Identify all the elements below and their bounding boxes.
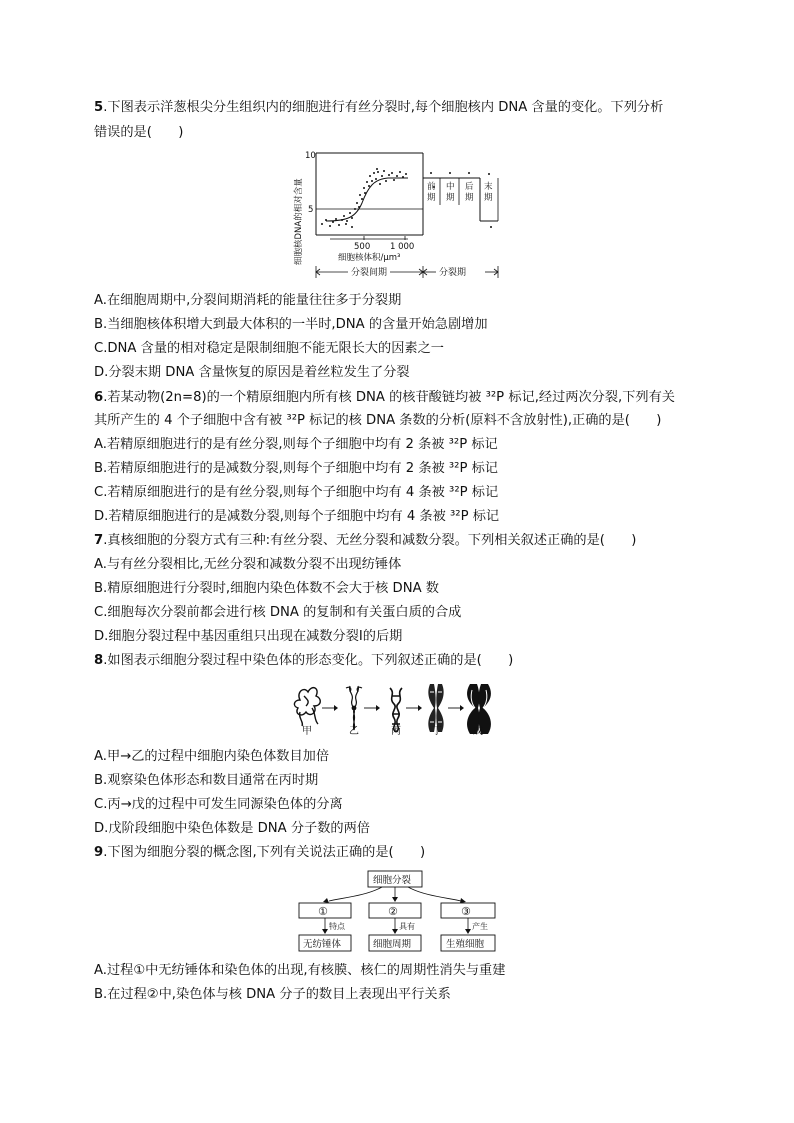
q5-division-label: 分裂期 [439,268,467,278]
chromatin-jia-shape [294,688,320,726]
q6-option-b: B.若精原细胞进行的是减数分裂,则每个子细胞中均有 2 条被 ³²P 标记 [94,461,498,476]
q5-y-axis-label: 细胞核DNA的相对含量 [294,178,304,265]
q9-root-node: 细胞分裂 [373,875,412,886]
q5-y-tick-10: 10 [305,151,316,161]
q5-option-c: C.DNA 含量的相对稳定是限制细胞不能无限长大的因素之一 [94,341,444,356]
q6-number: 6 [94,390,104,405]
q6-stem-line1 [94,389,675,407]
q8-option-d: D.戊阶段细胞中染色体数是 DNA 分子数的两倍 [94,821,370,836]
q7-stem-line1 [94,532,636,550]
q8-option-a: A.甲→乙的过程中细胞内染色体数目加倍 [94,749,330,764]
q5-x-tick-1000: 1 000 [390,242,415,252]
q8-option-b: B.观察染色体形态和数目通常在丙时期 [94,773,319,788]
q9-option-b: B.在过程②中,染色体与核 DNA 分子的数目上表现出平行关系 [94,987,451,1002]
q5-stem-line2: 错误的是( ) [94,125,184,140]
q8-label-wu: 戊 [473,726,483,737]
q7-option-c: C.细胞每次分裂前都会进行核 DNA 的复制和有关蛋白质的合成 [94,605,462,620]
q5-stem-text: .下图表示洋葱根尖分生组织内的细胞进行有丝分裂时,每个细胞核内 DNA 含量的变化。下列分析 [103,100,664,115]
q5-x-axis-label: 细胞核体积/μm³ [338,253,401,263]
q5-dna-graph [286,143,508,283]
q5-x-tick-500: 500 [354,242,371,252]
q9-concept-map [296,868,498,954]
q8-stem-line1 [94,652,513,670]
q9-stem-line1 [94,844,425,862]
q6-option-c: C.若精原细胞进行的是有丝分裂,则每个子细胞中均有 4 条被 ³²P 标记 [94,485,499,500]
q5-interphase-label: 分裂间期 [351,268,388,278]
q8-figure-labels [292,722,492,738]
q6-option-a: A.若精原细胞进行的是有丝分裂,则每个子细胞中均有 2 条被 ³²P 标记 [94,437,498,452]
q8-option-c: C.丙→戊的过程中可发生同源染色体的分离 [94,797,343,812]
q5-number: 5 [94,100,104,115]
q5-y-tick-5: 5 [308,205,314,215]
q7-option-b: B.精原细胞进行分裂时,细胞内染色体数不会大于核 DNA 数 [94,581,439,596]
q9-node-2: ② [388,905,398,918]
q9-stem-text: .下图为细胞分裂的概念图,下列有关说法正确的是( ) [103,845,426,860]
q9-option-a: A.过程①中无纺锤体和染色体的出现,有核膜、核仁的周期性消失与重建 [94,963,506,978]
q9-number: 9 [94,845,104,860]
q5-stem-line1 [94,99,663,117]
q8-label-jia: 甲 [302,726,312,737]
q5-phase-anaphase: 后期 [465,182,474,203]
q8-stem-text: .如图表示细胞分裂过程中染色体的形态变化。下列叙述正确的是( ) [103,653,514,668]
q9-edge-1: 特点 [329,922,345,931]
q8-label-ding: 丁 [432,726,442,737]
q9-edge-3: 产生 [472,922,488,931]
q7-stem-text: .真核细胞的分裂方式有三种:有丝分裂、无丝分裂和减数分裂。下列相关叙述正确的是( ) [103,533,637,548]
q9-edge-2: 具有 [399,922,415,931]
q6-stem-line2: 其所产生的 4 个子细胞中含有被 ³²P 标记的核 DNA 条数的分析(原料不含放射性),正确的是( ) [94,413,662,428]
q6-option-d: D.若精原细胞进行的是减数分裂,则每个子细胞中均有 4 条被 ³²P 标记 [94,509,500,524]
q7-number: 7 [94,533,104,548]
q8-number: 8 [94,653,104,668]
q7-option-a: A.与有丝分裂相比,无丝分裂和减数分裂不出现纺锤体 [94,557,402,572]
q5-option-a: A.在细胞周期中,分裂间期消耗的能量往往多于分裂期 [94,293,402,308]
q8-label-yi: 乙 [349,726,359,737]
q5-option-d: D.分裂末期 DNA 含量恢复的原因是着丝粒发生了分裂 [94,365,410,380]
q8-label-bing: 丙 [391,726,401,737]
q5-phase-prophase: 前期 [427,182,436,203]
q9-leaf-3: 生殖细胞 [446,939,485,950]
q7-option-d: D.细胞分裂过程中基因重组只出现在减数分裂Ⅰ的后期 [94,629,403,644]
q5-phase-metaphase: 中期 [446,182,455,203]
q6-stem-text: .若某动物(2n=8)的一个精原细胞内所有核 DNA 的核苷酸链均被 ³²P 标记,经过两次分裂,下列有关 [103,390,675,405]
q9-node-1: ① [318,905,328,918]
q5-phase-telophase: 末期 [484,182,493,203]
q9-leaf-1: 无纺锤体 [303,939,342,950]
q5-option-b: B.当细胞核体积增大到最大体积的一半时,DNA 的含量开始急剧增加 [94,317,488,332]
q9-leaf-2: 细胞周期 [373,939,412,950]
q9-node-3: ③ [461,905,471,918]
